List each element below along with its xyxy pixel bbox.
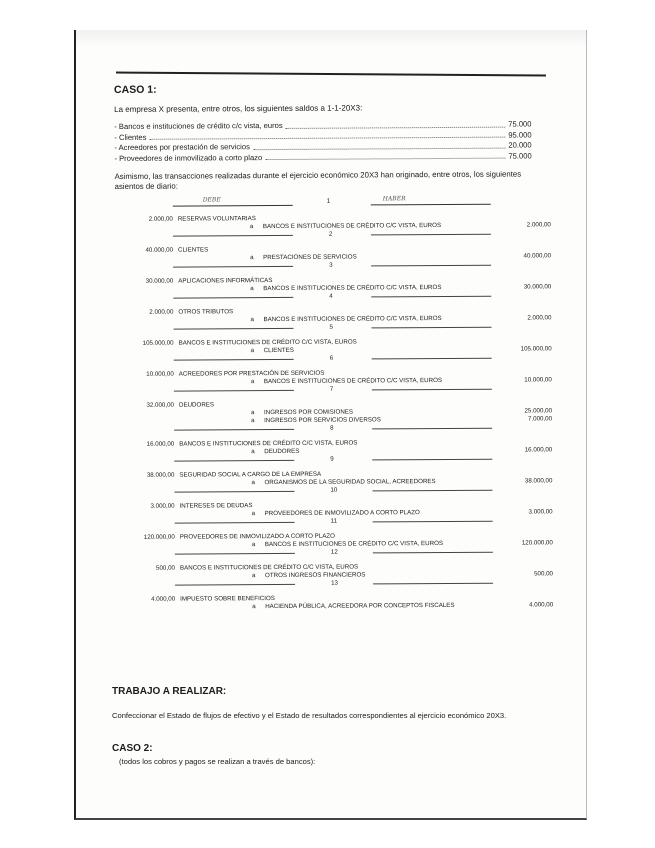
entry-number: 7 (329, 385, 334, 393)
credit-account-wrap (252, 602, 454, 611)
credit-account: BANCOS E INSTITUCIONES DE CRÉDITO C/C VISTA, EUROS (263, 377, 443, 386)
journal-entry (116, 463, 552, 497)
credit-prefix: a (250, 285, 254, 293)
debit-account: BANCOS E INSTITUCIONES DE CRÉDITO C/C VISTA, EUROS (179, 439, 358, 448)
debit-amount: 10.000,00 (146, 370, 174, 378)
scan-shadow (76, 30, 586, 48)
credit-account: DEUDORES (264, 447, 300, 456)
entry-number: 12 (330, 548, 338, 556)
credit-amount: 3.000,00 (528, 508, 553, 516)
document-page (74, 30, 587, 820)
credit-account-wrap (251, 347, 294, 355)
debit-account: IMPUESTO SOBRE BENEFICIOS (180, 595, 275, 603)
leader-dots (286, 126, 506, 128)
credit-prefix: a (251, 510, 256, 518)
credit-account: INGRESOS POR SERVICIOS DIVERSOS (264, 416, 381, 425)
trabajo-section (112, 686, 572, 721)
journal-entry (117, 494, 553, 528)
rule-right (371, 234, 491, 236)
entry-number: 8 (330, 424, 334, 432)
credit-account: CLIENTES (263, 346, 294, 355)
rule-left (174, 460, 294, 462)
debit-account: OTROS TRIBUTOS (178, 308, 234, 316)
credit-prefix: a (249, 223, 254, 231)
credit-prefix: a (250, 378, 255, 386)
caso2-text: (todos los cobros y pagos se realizan a través de bancos): (119, 757, 316, 766)
journal-entry (116, 331, 552, 365)
debit-amount: 2.000,00 (148, 215, 173, 223)
journal-entry (116, 362, 552, 396)
credit-account: OTROS INGRESOS FINANCIEROS (264, 571, 366, 580)
rule-left (173, 297, 293, 299)
debit-amount: 3.000,00 (150, 502, 175, 510)
credit-amount: 120.000,00 (521, 539, 553, 547)
rule-left (174, 359, 294, 361)
rule-left (173, 328, 293, 330)
rule-right (373, 552, 493, 554)
trabajo-text: Confeccionar el Estado de flujos de efectivo y el Estado de resultados correspondientes al ejercicio económico 20X3. (112, 711, 507, 720)
debit-amount: 105.000,00 (142, 339, 174, 347)
credit-amount: 2.000,00 (526, 221, 551, 229)
entry-number: 13 (331, 579, 338, 587)
entry-number: 10 (330, 486, 338, 494)
journal-entry (117, 525, 553, 559)
rule-right (372, 428, 492, 430)
credit-amount: 2.000,00 (527, 314, 552, 322)
debit-account: BANCOS E INSTITUCIONES DE CRÉDITO C/C VISTA, EUROS (179, 563, 359, 572)
debit-account: PROVEEDORES DE INMOVILIZADO A CORTO PLAZO (179, 532, 335, 541)
credit-amount: 40.000,00 (523, 252, 552, 260)
leader-dots (265, 158, 505, 160)
rule-right (372, 389, 492, 391)
rule-left (175, 522, 295, 524)
rule-left (175, 584, 295, 586)
balance-value: 20.000 (508, 140, 532, 150)
journal-entry (115, 238, 551, 272)
credit-amount: 500,00 (534, 570, 554, 578)
caso1-section (114, 81, 553, 612)
entries-container (115, 207, 553, 612)
debit-amount: 32.000,00 (146, 401, 174, 409)
balance-label: - Bancos e instituciones de crédito c/c vista, euros (114, 120, 283, 131)
entry-number: 9 (330, 455, 334, 463)
credit-account: BANCOS E INSTITUCIONES DE CRÉDITO C/C VISTA, EUROS (263, 315, 442, 324)
debit-account: RESERVAS VOLUNTARIAS (177, 215, 256, 223)
journal-entry (117, 556, 553, 590)
leader-dots (149, 137, 505, 140)
rule-right (371, 204, 491, 206)
debit-amount: 30.000,00 (145, 277, 174, 285)
rule-left (173, 205, 293, 207)
debit-account: CLIENTES (177, 246, 209, 254)
debit-account: INTERESES DE DEUDAS (179, 502, 253, 510)
entry-number: 2 (328, 230, 333, 238)
debit-account: APLICACIONES INFORMÁTICAS (178, 277, 273, 285)
journal-entry (115, 300, 551, 334)
debit-amount: 120.000,00 (143, 533, 175, 541)
entry-number: 11 (330, 517, 338, 525)
rule-left (174, 390, 294, 392)
debit-account: DEUDORES (178, 401, 215, 409)
credit-amount: 105.000,00 (520, 345, 552, 353)
credit-prefix: a (252, 603, 256, 611)
credit-amount: 25.000,00 (524, 407, 553, 415)
credit-amount: 10.000,00 (524, 376, 552, 384)
debe-handwritten-label: DEBE (202, 196, 221, 204)
credit-prefix: a (251, 572, 256, 580)
haber-handwritten-label: HABER (382, 195, 406, 203)
credit-amount: 16.000,00 (524, 446, 553, 454)
balance-row (114, 151, 550, 164)
credit-account: BANCOS E INSTITUCIONES DE CRÉDITO C/C VISTA, EUROS (262, 222, 442, 231)
debit-amount: 16.000,00 (146, 440, 175, 448)
debit-amount: 4.000,00 (151, 595, 176, 603)
balance-value: 75.000 (508, 150, 532, 161)
balance-value: 75.000 (508, 119, 532, 129)
rule-right (373, 583, 493, 585)
credit-amount: 4.000,00 (529, 601, 554, 609)
rule-right (373, 521, 493, 523)
credit-account: INGRESOS POR COMISIONES (263, 408, 354, 417)
credit-amount: 38.000,00 (524, 477, 553, 485)
credit-prefix: a (250, 316, 254, 324)
caso2-section (112, 743, 315, 767)
credit-prefix: a (251, 417, 255, 425)
debit-amount: 38.000,00 (146, 471, 175, 479)
caso1-intro: La empresa X presenta, entre otros, los siguientes saldos a 1-1-20X3: (114, 103, 363, 114)
credit-prefix: a (251, 448, 255, 456)
entry-number: 3 (329, 261, 333, 269)
rule-left (174, 429, 294, 431)
entry-number: 6 (329, 354, 334, 362)
journal-entry (117, 587, 553, 612)
journal-entries (115, 195, 554, 612)
credit-amount: 30.000,00 (523, 283, 552, 291)
journal-entry (116, 432, 552, 466)
rule-left (173, 266, 293, 268)
header-rule (116, 71, 546, 76)
debit-amount: 2.000,00 (149, 308, 174, 316)
debit-account: ACREEDORES POR PRESTACIÓN DE SERVICIOS (178, 369, 325, 378)
credit-amount: 7.000,00 (527, 415, 553, 423)
balance-value: 95.000 (508, 129, 532, 140)
credit-prefix: a (250, 409, 255, 417)
journal-entry (116, 393, 552, 435)
credit-account: BANCOS E INSTITUCIONES DE CRÉDITO C/C VISTA, EUROS (264, 539, 444, 549)
credit-account: PRESTACIONES DE SERVICIOS (263, 253, 357, 262)
entry-number: 4 (329, 292, 333, 300)
credit-prefix: a (251, 479, 255, 487)
credit-row (117, 601, 553, 612)
credit-account: HACIENDA PÚBLICA, ACREEDORA POR CONCEPTOS FISCALES (265, 601, 455, 611)
rule-right (371, 327, 491, 329)
journal-intro: Asimismo, las transacciones realizadas durante el ejercicio económico 20X3 han originado, entre otros, los siguientes asientos de diario: (114, 169, 522, 191)
balance-label: - Proveedores de inmovilizado a corto plazo (114, 152, 263, 163)
credit-account: ORGANISMOS DE LA SEGURIDAD SOCIAL, ACREEDORES (264, 478, 436, 487)
balance-label: - Clientes (114, 132, 147, 142)
debit-account: SEGURIDAD SOCIAL A CARGO DE LA EMPRESA (179, 470, 322, 479)
credit-account: BANCOS E INSTITUCIONES DE CRÉDITO C/C VISTA, EUROS (263, 284, 442, 293)
credit-prefix: a (251, 541, 256, 549)
caso2-title: CASO 2: (112, 743, 153, 754)
rule-right (372, 459, 492, 461)
credit-prefix: a (250, 254, 254, 262)
entry-number: 1 (326, 197, 331, 205)
debit-account: BANCOS E INSTITUCIONES DE CRÉDITO C/C VISTA, EUROS (178, 338, 357, 347)
rule-right (372, 358, 492, 360)
rule-left (175, 553, 295, 555)
credit-account: PROVEEDORES DE INMOVILIZADO A CORTO PLAZO (264, 509, 420, 518)
balance-label: - Acreedores por prestación de servicios (114, 142, 250, 152)
trabajo-title: TRABAJO A REALIZAR: (112, 686, 227, 697)
rule-right (371, 296, 491, 298)
debit-amount: 40.000,00 (145, 246, 174, 254)
rule-right (371, 265, 491, 267)
journal-entry (115, 207, 551, 241)
balances-list (114, 119, 550, 164)
caso1-title: CASO 1: (114, 83, 157, 96)
rule-left (174, 491, 294, 493)
debit-amount: 500,00 (156, 564, 175, 572)
journal-entry (115, 269, 551, 303)
credit-prefix: a (250, 347, 255, 355)
leader-dots (253, 147, 506, 150)
rule-left (173, 235, 293, 237)
rule-right (372, 490, 492, 492)
entry-number: 5 (329, 323, 333, 331)
